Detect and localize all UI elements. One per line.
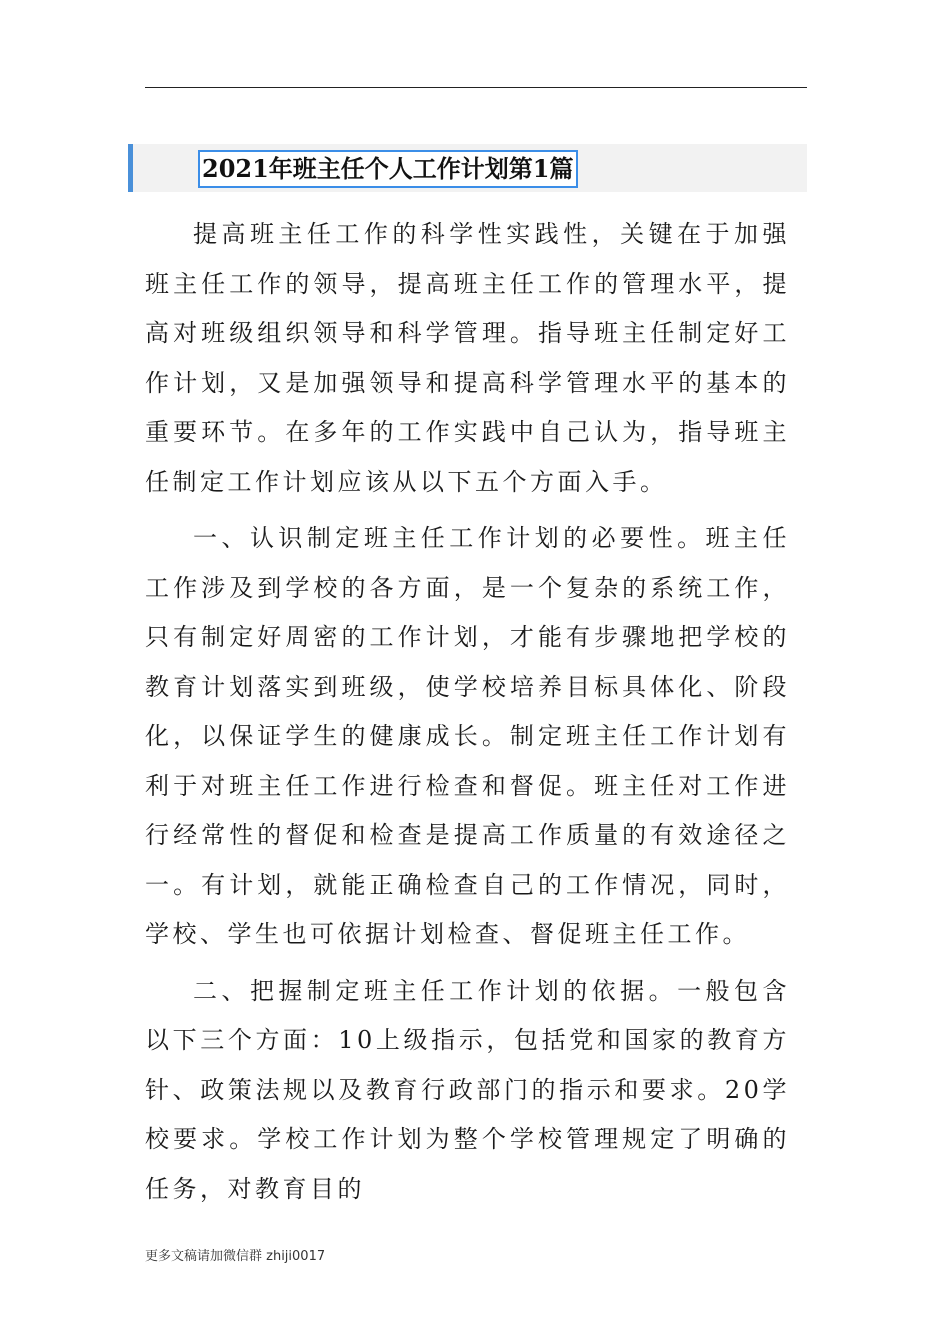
title-accent-bar <box>128 144 133 192</box>
header-rule <box>145 87 807 88</box>
document-title[interactable]: 2021年班主任个人工作计划第1篇 <box>198 150 578 188</box>
document-body <box>145 210 790 1214</box>
paragraph-intro: 提高班主任工作的科学性实践性，关键在于加强班主任工作的领导，提高班主任工作的管理水平，提高对班级组织领导和科学管理。指导班主任制定好工作计划，又是加强领导和提高科学管理水平的基本的重要环节。在多年的工作实践中自己认为，指导班主任制定工作计划应该从以下五个方面入手。 <box>145 220 790 496</box>
page-footer: 更多文稿请加微信群 zhiji0017 <box>145 1249 326 1264</box>
paragraph-section-1: 一、认识制定班主任工作计划的必要性。班主任工作涉及到学校的各方面，是一个复杂的系统工作，只有制定好周密的工作计划，才能有步骤地把学校的教育计划落实到班级，使学校培养目标具体化、阶段化，以保证学生的健康成长。制定班主任工作计划有利于对班主任工作进行检查和督促。班主任对工作进行经常性的督促和检查是提高工作质量的有效途径之一。有计划，就能正确检查自己的工作情况，同时，学校、学生也可依据计划检查、督促班主任工作。 <box>145 524 790 948</box>
title-band <box>128 144 807 192</box>
paragraph-section-2: 二、把握制定班主任工作计划的依据。一般包含以下三个方面：10上级指示，包括党和国家的教育方针、政策法规以及教育行政部门的指示和要求。20学校要求。学校工作计划为整个学校管理规定了明确的任务，对教育目的 <box>145 976 790 1203</box>
